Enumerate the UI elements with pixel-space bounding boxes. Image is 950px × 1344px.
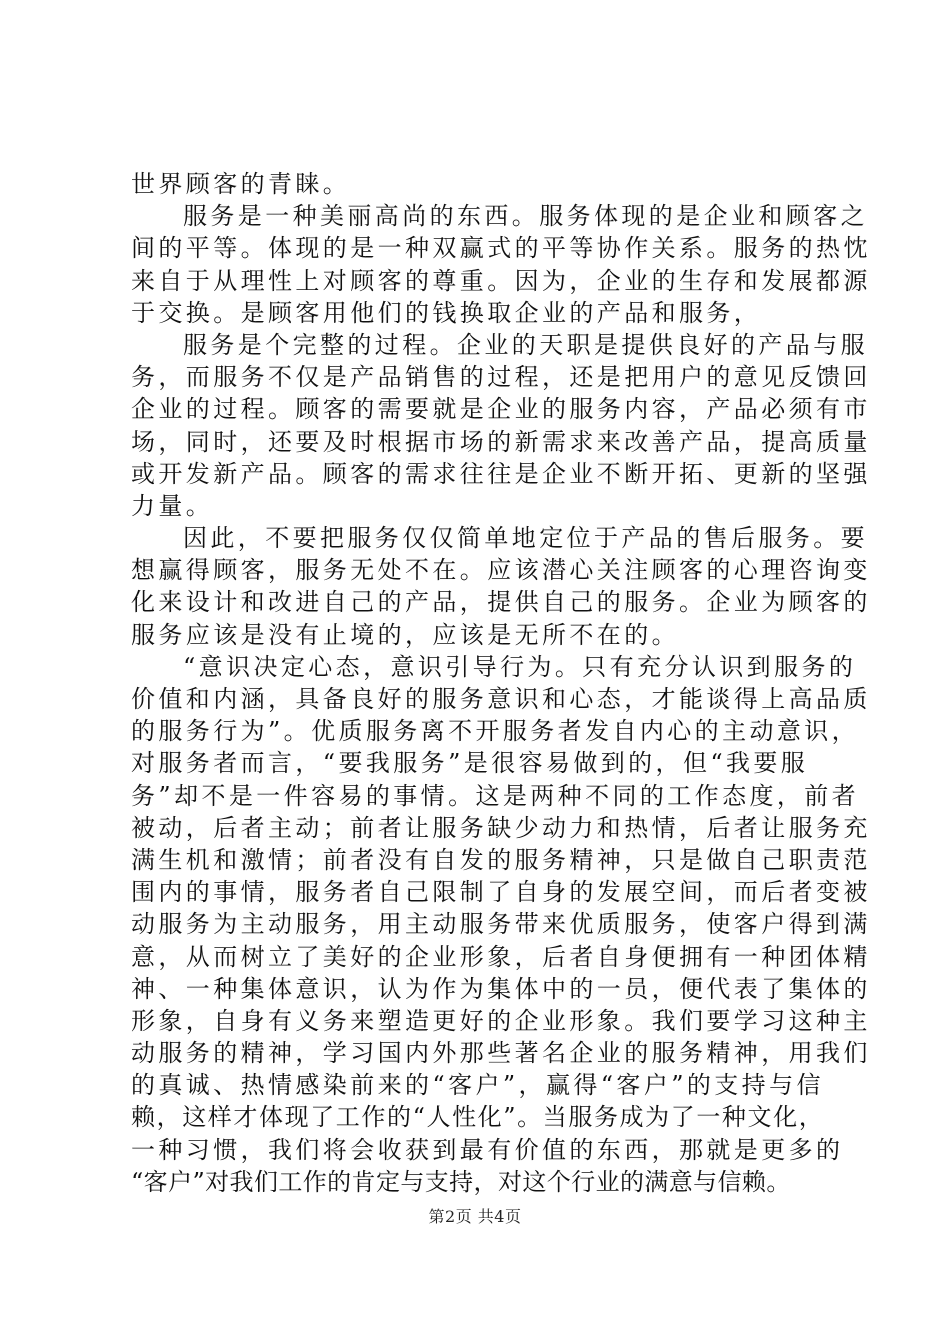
text-line: 企业的过程。顾客的需要就是企业的服务内容，产品必须有市 [131,395,871,424]
paragraph-consciousness [131,651,871,1198]
page-number-footer: 第2页 共4页 [428,1207,522,1226]
text-line: 围内的事情，服务者自己限制了自身的发展空间，而后者变被 [131,878,871,907]
text-line: “客户”对我们工作的肯定与支持，对这个行业的满意与信赖。 [131,1167,791,1196]
text-line: 价值和内涵，具备良好的服务意识和心态，才能谈得上高品质 [131,685,871,713]
paragraph-service-beauty [131,200,871,329]
text-line: 赖，这样才体现了工作的“人性化”。当服务成为了一种文化， [131,1103,825,1132]
text-line: 或开发新产品。顾客的需求往往是企业不断开拓、更新的坚强 [131,459,871,488]
text-line: 间的平等。体现的是一种双赢式的平等协作关系。服务的热忱 [131,234,871,263]
text-line: 服务是一种美丽高尚的东西。服务体现的是企业和顾客之 [183,202,868,231]
text-line: 的真诚、热情感染前来的“客户”，赢得“客户”的支持与信 [131,1071,824,1100]
text-line: 务”却不是一件容易的事情。这是两种不同的工作态度，前者 [131,781,860,810]
paragraph-therefore [131,522,871,651]
text-line: 因此，不要把服务仅仅简单地定位于产品的售后服务。要 [183,524,868,553]
text-line: 被动，后者主动；前者让服务缺少动力和热情，后者让服务充 [131,813,871,842]
paragraph-service-process [131,329,871,522]
text-line: 意，从而树立了美好的企业形象，后者自身便拥有一种团体精 [131,942,871,971]
text-line: 想赢得顾客，服务无处不在。应该潜心关注顾客的心理咨询变 [131,556,871,585]
text-line: 来自于从理性上对顾客的尊重。因为，企业的生存和发展都源 [131,266,871,295]
text-line: 动服务的精神，学习国内外那些著名企业的服务精神，用我们 [131,1039,871,1068]
document-body [131,168,871,1198]
text-line: 场，同时，还要及时根据市场的新需求来改善产品，提高质量 [131,427,871,456]
text-line: 力量。 [131,491,214,520]
text-line: 形象，自身有义务来塑造更好的企业形象。我们要学习这种主 [131,1006,871,1035]
paragraph-continuation [131,168,837,200]
text-line: 服务是个完整的过程。企业的天职是提供良好的产品与服 [183,330,868,359]
text-line: 动服务为主动服务，用主动服务带来优质服务，使客户得到满 [131,910,871,939]
text-line: 一种习惯，我们将会收获到最有价值的东西，那就是更多的 [131,1135,844,1164]
text-line: 服务应该是没有止境的，应该是无所不在的。 [131,620,679,649]
text-line: 务，而服务不仅是产品销售的过程，还是把用户的意见反馈回 [131,363,871,392]
text-line: 对服务者而言，“要我服务”是很容易做到的，但“我要服 [131,749,809,778]
text-line: 的服务行为”。优质服务离不开服务者发自内心的主动意识， [131,717,860,746]
text-line: 满生机和激情；前者没有自发的服务精神，只是做自己职责范 [131,845,871,874]
text-line: 于交换。是顾客用他们的钱换取企业的产品和服务， [131,298,762,327]
text-line: 神、一种集体意识，认为作为集体中的一员，便代表了集体的 [131,974,871,1003]
text-line: “意识决定心态，意识引导行为。只有充分认识到服务的 [183,652,857,681]
text-line: 化来设计和改进自己的产品，提供自己的服务。企业为顾客的 [131,588,871,617]
text-line: 世界顾客的青睐。 [131,170,351,198]
